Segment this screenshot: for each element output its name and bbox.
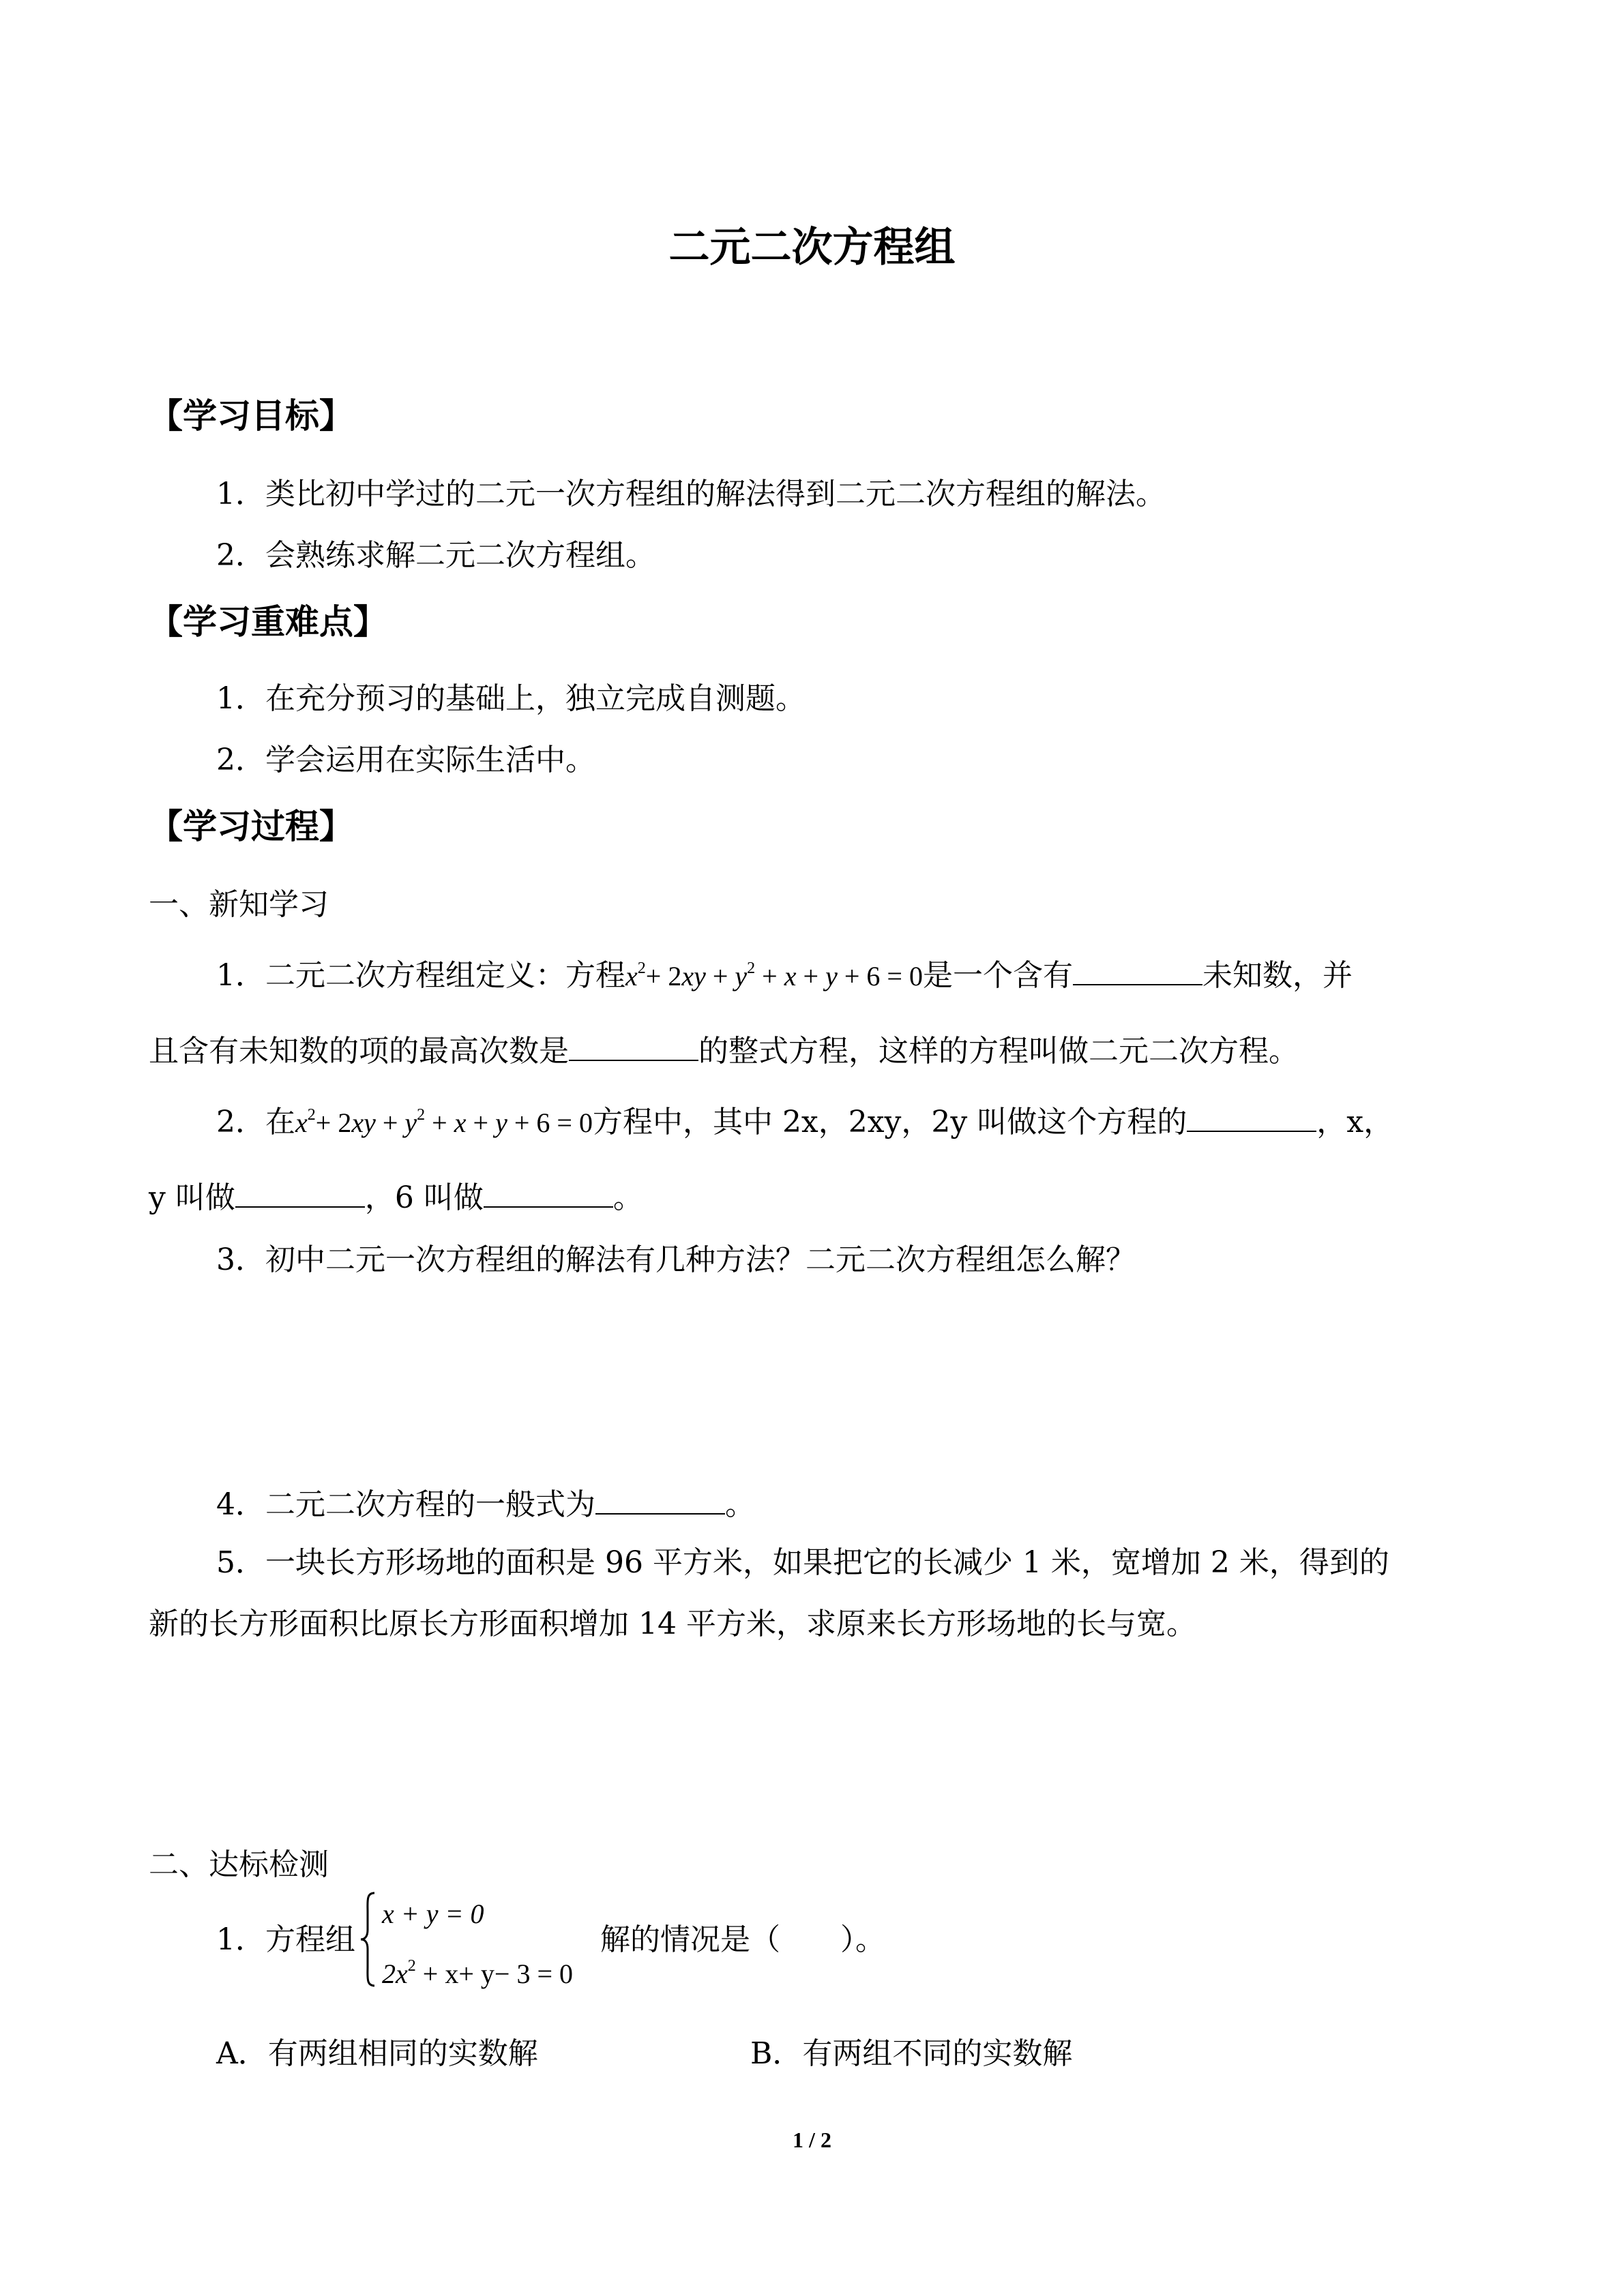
section-heading-process: 【学习过程】	[149, 807, 353, 846]
system-brace	[359, 1892, 377, 1987]
system-equation-1: x + y = 0	[382, 1898, 484, 1929]
test-1-option-a: A．有两组相同的实数解	[216, 2036, 538, 2071]
q4-suffix: 。	[725, 1487, 755, 1522]
q4-blank[interactable]	[595, 1483, 725, 1515]
q2-line2-a: y 叫做	[149, 1180, 235, 1215]
q2-blank-3[interactable]	[484, 1176, 613, 1208]
q1-suffix-b: 未知数，并	[1202, 958, 1353, 993]
equation-q2: $x^2+ 2xy + y^2 + x + y + 6 = 0$	[295, 1106, 593, 1138]
q2-line2-c: 。	[612, 1180, 643, 1215]
q1-prefix: 1．二元二次方程组定义：方程	[216, 958, 625, 993]
q1-line2-b: 的整式方程，这样的方程叫做二元二次方程。	[698, 1034, 1299, 1069]
q1-blank-1[interactable]	[1073, 954, 1202, 985]
key-point-item-1: 1．在充分预习的基础上，独立完成自测题。	[216, 681, 806, 716]
page-title: 二元二次方程组	[668, 224, 956, 271]
q4-prefix: 4．二元二次方程的一般式为	[216, 1487, 595, 1522]
goal-item-2: 2．会熟练求解二元二次方程组。	[216, 538, 655, 573]
system-equation-2: $2x^2 + x+ y- 3 = 0$	[382, 1957, 573, 1989]
part1-heading: 一、新知学习	[149, 887, 329, 922]
section-heading-key-points: 【学习重难点】	[149, 602, 387, 642]
q2-blank-2[interactable]	[235, 1176, 365, 1208]
question-2-line-1	[216, 1094, 1393, 1144]
page-number: 1 / 2	[793, 2128, 831, 2152]
q2-blank-1[interactable]	[1187, 1101, 1316, 1132]
test-1-prefix: 1．方程组	[216, 1922, 355, 1957]
question-5-line-1: 5．一块长方形场地的面积是 96 平方米，如果把它的长减少 1 米，宽增加 2 米，得到的	[216, 1545, 1389, 1580]
section-heading-goals: 【学习目标】	[149, 396, 353, 436]
q2-line2-b: ，6 叫做	[364, 1180, 484, 1215]
q1-line2-a: 且含有未知数的项的最高次数是	[149, 1034, 569, 1069]
question-1-line-1	[216, 948, 1353, 997]
key-point-item-2: 2．学会运用在实际生活中。	[216, 743, 595, 777]
q2-end: ，x，	[1316, 1105, 1394, 1139]
question-4	[216, 1483, 755, 1525]
part2-heading: 二、达标检测	[149, 1847, 329, 1882]
q2-prefix: 2．在	[216, 1105, 295, 1139]
test-1-option-b: B．有两组不同的实数解	[750, 2036, 1073, 2071]
test-1-suffix: 解的情况是（ ）。	[600, 1922, 885, 1957]
question-1-line-2	[149, 1030, 1299, 1072]
equation-q1: $x^2+ 2xy + y^2 + x + y + 6 = 0$	[625, 959, 923, 992]
question-5-line-2: 新的长方形面积比原长方形面积增加 14 平方米，求原来长方形场地的长与宽。	[149, 1607, 1196, 1641]
q2-middle: 方程中，其中 2x，2xy，2y 叫做这个方程的	[592, 1105, 1187, 1139]
q1-blank-2[interactable]	[569, 1030, 698, 1061]
q1-suffix-a: 是一个含有	[922, 958, 1073, 993]
goal-item-1: 1．类比初中学过的二元一次方程组的解法得到二元二次方程组的解法。	[216, 477, 1166, 511]
question-3: 3．初中二元一次方程组的解法有几种方法？二元二次方程组怎么解？	[216, 1242, 1136, 1277]
question-2-line-2	[149, 1176, 643, 1219]
